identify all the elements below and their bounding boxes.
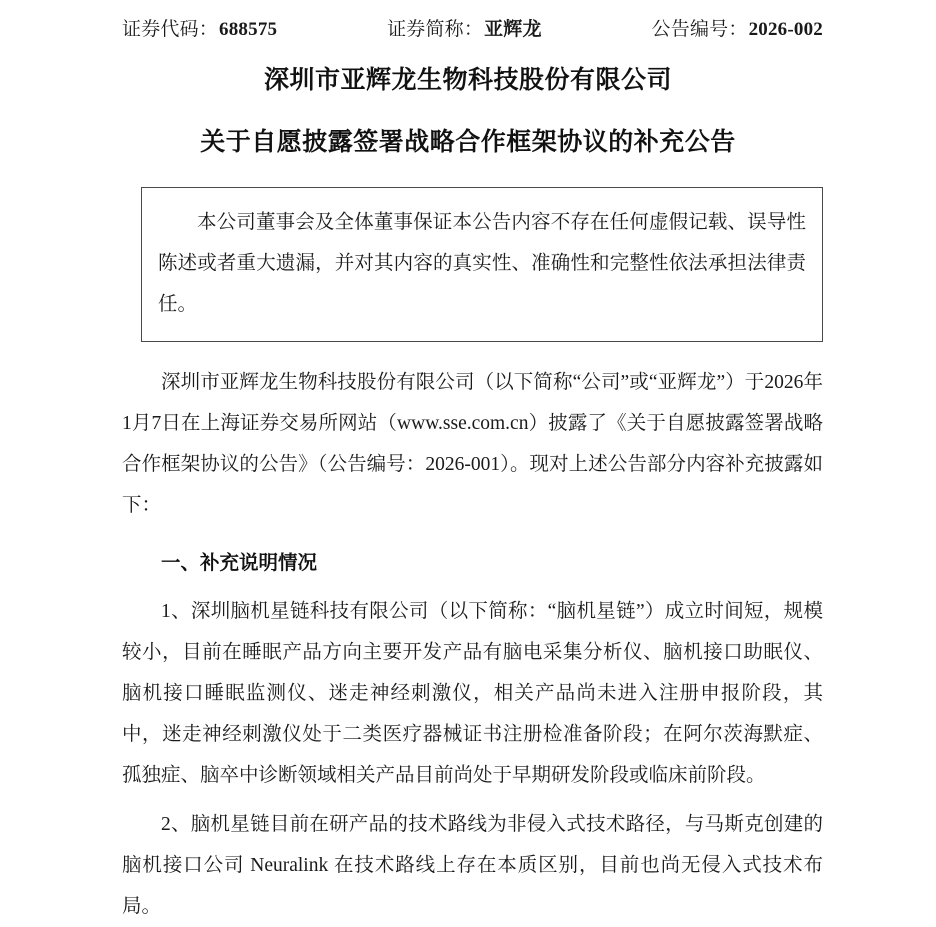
security-code-label: 证券代码： bbox=[122, 19, 219, 40]
security-short-name bbox=[277, 14, 651, 41]
security-code bbox=[122, 14, 277, 41]
company-title: 深圳市亚辉龙生物科技股份有限公司 bbox=[263, 65, 672, 94]
security-code-value: 688575 bbox=[219, 19, 278, 40]
document-body bbox=[122, 362, 823, 927]
disclaimer-text: 本公司董事会及全体董事保证本公告内容不存在任何虚假记载、误导性陈述或者重大遗漏，并对其内容的真实性、准确性和完整性依法承担法律责任。 bbox=[158, 212, 806, 315]
security-short-name-label: 证券简称： bbox=[387, 19, 484, 40]
disclaimer-box bbox=[141, 187, 823, 342]
title-block bbox=[0, 63, 936, 159]
announcement-title: 关于自愿披露签署战略合作框架协议的补充公告 bbox=[200, 127, 736, 156]
announcement-number-label: 公告编号： bbox=[651, 19, 748, 40]
announcement-number-value: 2026-002 bbox=[748, 19, 823, 40]
security-short-name-value: 亚辉龙 bbox=[484, 19, 542, 40]
announcement-number bbox=[652, 14, 823, 41]
document-header bbox=[0, 0, 936, 41]
body-item-2: 2、脑机星链目前在研产品的技术路线为非侵入式技术路径，与马斯克创建的脑机接口公司 Neuralink 在技术路线上存在本质区别，目前也尚无侵入式技术布局。 bbox=[122, 814, 823, 917]
intro-paragraph: 深圳市亚辉龙生物科技股份有限公司（以下简称“公司”或“亚辉龙”）于2026年1月7日在上海证券交易所网站（www.sse.com.cn）披露了《关于自愿披露签署战略合作框架协议的公告》（公告编号：2026-001）。现对上述公告部分内容补充披露如下： bbox=[122, 372, 823, 516]
disclaimer-wrapper bbox=[141, 187, 823, 342]
body-item-1: 1、深圳脑机星链科技有限公司（以下简称：“脑机星链”）成立时间短，规模较小，目前在睡眠产品方向主要开发产品有脑电采集分析仪、脑机接口助眠仪、脑机接口睡眠监测仪、迷走神经刺激仪，相关产品尚未进入注册申报阶段，其中，迷走神经刺激仪处于二类医疗器械证书注册检准备阶段；在阿尔茨海默症、孤独症、脑卒中诊断领域相关产品目前尚处于早期研发阶段或临床前阶段。 bbox=[122, 601, 823, 786]
section-heading-1: 一、补充说明情况 bbox=[161, 551, 318, 574]
